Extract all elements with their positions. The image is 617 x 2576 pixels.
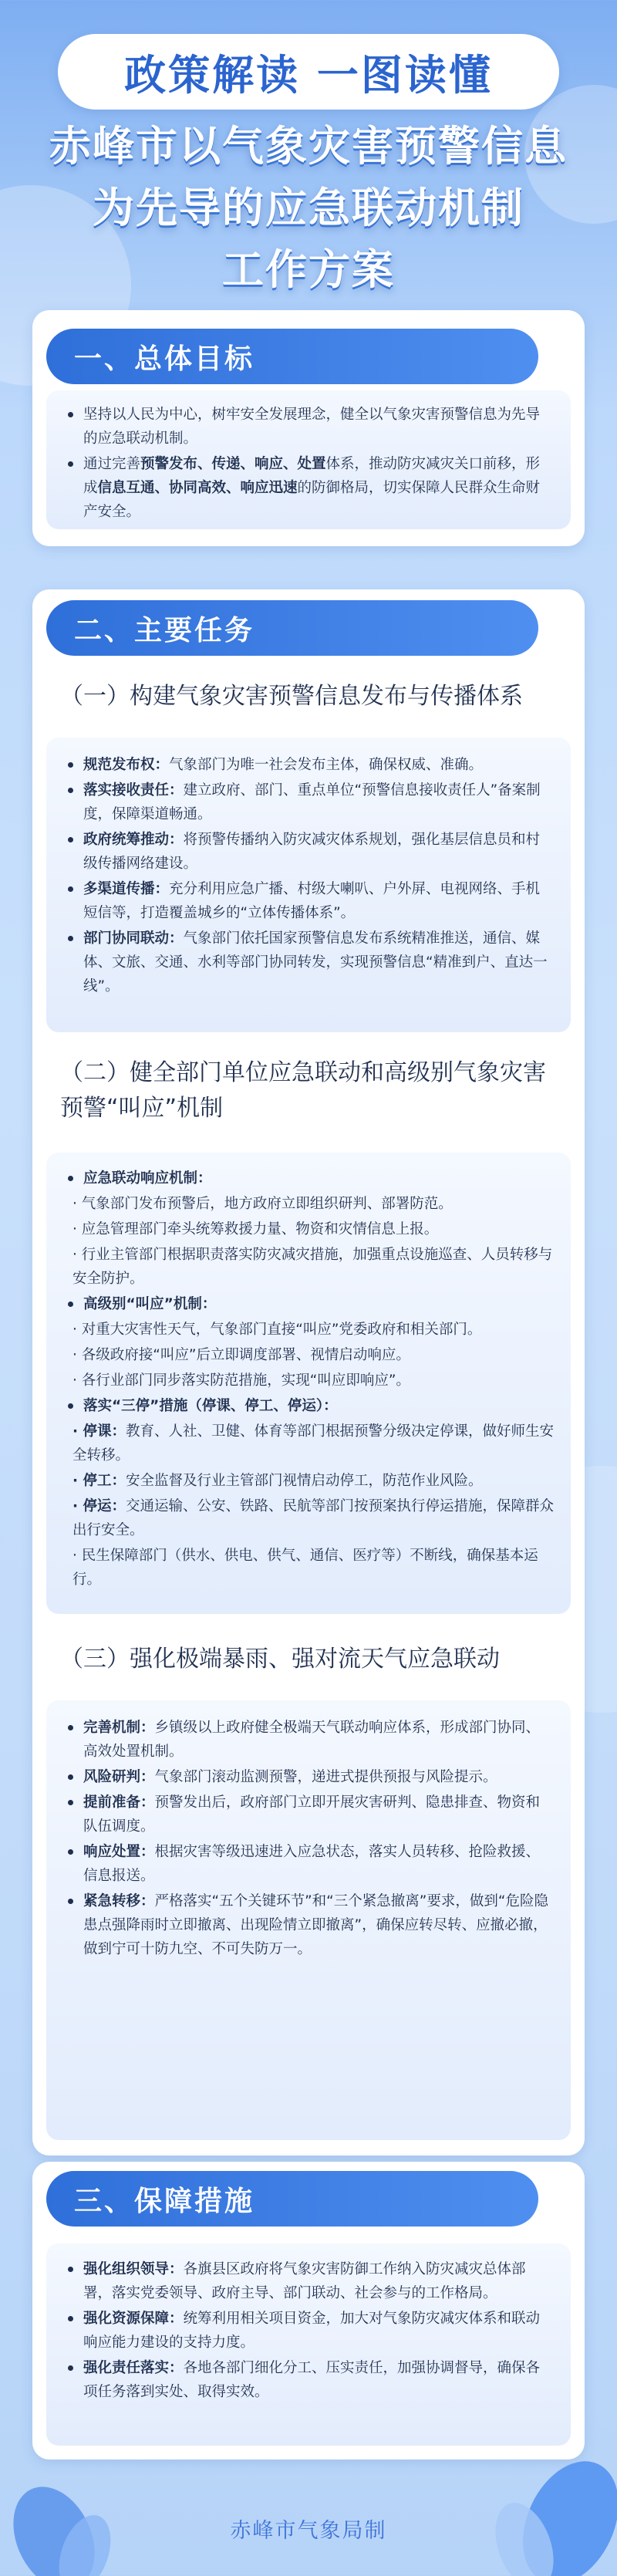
list-item: [63, 1420, 554, 1467]
list-item-text: · 各级政府接“叫应”后立即调度部署、视情启动响应。: [72, 1347, 410, 1363]
list-item: [63, 403, 554, 451]
list-item-text: 各地各部门细化分工、压实责任，加强协调督导，确保各项任务落到实处、取得实效。: [83, 2360, 541, 2400]
list-item: [63, 1369, 554, 1393]
page-title-line-2: 为先导的应急联动机制: [93, 184, 524, 232]
list-item-label: 完善机制：: [83, 1720, 155, 1736]
section-2-card: [32, 589, 585, 2156]
list-item: [63, 452, 554, 524]
list-item-text: · 气象部门发布预警后，地方政府立即组织研判、部署防范。: [72, 1196, 453, 1212]
list-item-text: 气象部门依托国家预警信息发布系统精准推送，通信、媒体、文旅、交通、水利等部门协同转发，实现预警信息“精准到户、直达一线”。: [83, 930, 548, 994]
list-item-label: 政府统筹推动：: [83, 832, 184, 848]
list-item-label: 应急联动响应机制：: [83, 1170, 212, 1187]
list-item-label: 落实“三停”措施（停课、停工、停运）：: [83, 1398, 338, 1414]
section-3-content: [46, 2243, 571, 2446]
header-badge-text: 政策解读 一图读懂: [124, 50, 493, 100]
section-3-card: [32, 2162, 585, 2460]
list-item-label: 强化组织领导：: [83, 2261, 184, 2277]
list-item-text: 体系，推动防灾减灾关口前移，形成: [83, 456, 541, 496]
list-item-label: 紧急转移：: [83, 1893, 155, 1909]
list-item-text: · 各行业部门同步落实防范措施，实现“叫应即响应”。: [72, 1372, 410, 1389]
subsection-1-title: （一）构建气象灾害预警信息发布与传播体系: [60, 683, 523, 710]
subsection-1-content: [46, 738, 571, 1032]
list-item: [63, 1889, 554, 1961]
list-item: [63, 877, 554, 925]
list-item: [63, 828, 554, 876]
list-item: [63, 2307, 554, 2355]
header-badge: [58, 34, 559, 110]
list-item-label: 提前准备：: [83, 1794, 155, 1811]
list-item: [63, 1318, 554, 1342]
list-item-label: · 停运：: [72, 1498, 126, 1514]
list-item: [63, 927, 554, 998]
section-1-card: [32, 310, 585, 546]
leaf-decoration-icon: [478, 2430, 617, 2576]
list-item-text: 气象部门滚动监测预警，递进式提供预报与风险提示。: [154, 1769, 497, 1785]
section-3-title: 三、保障措施: [74, 2185, 255, 2217]
section-1-content: [46, 390, 571, 529]
list-item-text: 通过完善: [83, 456, 141, 472]
list-item: [63, 1192, 554, 1216]
list-item: [63, 1343, 554, 1367]
list-item-label: 多渠道传播：: [83, 881, 170, 897]
list-item: [63, 778, 554, 826]
list-item-text: 严格落实“五个关键环节”和“三个紧急撤离”要求，做到“危险隐患点强降雨时立即撤离、出现险情立即撤离”，确保应转尽转、应撤必撤，做到宁可十防九空、不可失防万一。: [83, 1893, 548, 1957]
list-item-text: 气象部门为唯一社会发布主体，确保权威、准确。: [169, 757, 484, 773]
list-item-label: 强化资源保障：: [83, 2311, 184, 2327]
highlight-text: 信息互通、协同高效、响应迅速: [97, 480, 298, 496]
list-item-label: 风险研判：: [83, 1769, 155, 1785]
list-item: [63, 1243, 554, 1291]
list-item: [63, 1765, 554, 1789]
list-item-text: 统筹利用相关项目资金，加大对气象防灾减灾体系和联动响应能力建设的支持力度。: [83, 2311, 541, 2351]
list-item: [63, 753, 554, 777]
list-item-text: 乡镇级以上政府健全极端天气联动响应体系，形成部门协同、高效处置机制。: [83, 1720, 541, 1760]
section-2-title: 二、主要任务: [74, 614, 255, 647]
list-item-label: 规范发布权：: [83, 757, 170, 773]
subsection-2-title: （二）健全部门单位应急联动和高级别气象灾害预警“叫应”机制: [60, 1059, 546, 1122]
list-item: [63, 1840, 554, 1888]
list-item-text: · 对重大灾害性天气，气象部门直接“叫应”党委政府和相关部门。: [72, 1322, 482, 1338]
section-1-heading: [46, 329, 538, 384]
list-item-text: 充分利用应急广播、村级大喇叭、户外屏、电视网络、手机短信等，打造覆盖城乡的“立体传播体系”。: [83, 881, 541, 921]
subsection-3-title: （三）强化极端暴雨、强对流天气应急联动: [60, 1646, 500, 1673]
list-item: [63, 1217, 554, 1241]
list-item: [63, 2257, 554, 2305]
list-item-label: 强化责任落实：: [83, 2360, 184, 2376]
list-item: [63, 1716, 554, 1764]
section-2-heading: [46, 600, 538, 656]
list-item-label: · 停工：: [72, 1473, 126, 1489]
list-item-text: 预警发出后，政府部门立即开展灾害研判、隐患排查、物资和队伍调度。: [83, 1794, 541, 1835]
footer-credit: 赤峰市气象局制: [230, 2519, 387, 2543]
list-item: [63, 1469, 554, 1493]
list-item: [63, 1544, 554, 1592]
list-item-label: 响应处置：: [83, 1844, 155, 1860]
list-item: [63, 1394, 554, 1418]
list-item-text: · 应急管理部门牵头统筹救援力量、物资和灾情信息上报。: [72, 1221, 439, 1237]
list-item-label: 落实接收责任：: [83, 782, 184, 798]
list-item: [63, 1166, 554, 1190]
list-item-label: 部门协同联动：: [83, 930, 184, 947]
list-item-text: 交通运输、公安、铁路、民航等部门按预案执行停运措施，保障群众出行安全。: [72, 1498, 554, 1538]
page-title-line-1: 赤峰市以气象灾害预警信息: [49, 122, 568, 170]
list-item-text: 安全监督及行业主管部门视情启动停工，防范作业风险。: [125, 1473, 483, 1489]
section-1-title: 一、总体目标: [74, 343, 255, 375]
list-item-text: 各旗县区政府将气象灾害防御工作纳入防灾减灾总体部署，落实党委领导、政府主导、部门联动、社会参与的工作格局。: [83, 2261, 526, 2301]
subsection-3-content: [46, 1700, 571, 2140]
list-item-text: 建立政府、部门、重点单位“预警信息接收责任人”备案制度，保障渠道畅通。: [83, 782, 541, 822]
list-item: [63, 1494, 554, 1542]
list-item: [63, 1791, 554, 1838]
page-title-line-3: 工作方案: [222, 245, 395, 294]
section-3-heading: [46, 2171, 538, 2227]
list-item-text: · 行业主管部门根据职责落实防灾减灾措施，加强重点设施巡查、人员转移与安全防护。: [72, 1247, 553, 1287]
list-item-text: 教育、人社、卫健、体育等部门根据预警分级决定停课，做好师生安全转移。: [72, 1423, 554, 1464]
list-item-text: · 民生保障部门（供水、供电、供气、通信、医疗等）不断线，确保基本运行。: [72, 1548, 538, 1588]
list-item: [63, 1292, 554, 1316]
list-item-text: 将预警传播纳入防灾减灾体系规划，强化基层信息员和村级传播网络建设。: [83, 832, 541, 872]
subsection-2-content: [46, 1153, 571, 1614]
list-item: [63, 2356, 554, 2404]
list-item-text: 坚持以人民为中心，树牢安全发展理念，健全以气象灾害预警信息为先导的应急联动机制。: [83, 407, 541, 447]
list-item-text: 的防御格局，切实保障人民群众生命财产安全。: [83, 480, 541, 520]
page-title: [15, 116, 602, 301]
list-item-text: 根据灾害等级迅速进入应急状态，落实人员转移、抢险救援、信息报送。: [83, 1844, 541, 1884]
list-item-label: 高级别“叫应”机制：: [83, 1296, 217, 1312]
list-item-label: · 停课：: [72, 1423, 126, 1440]
highlight-text: 预警发布、传递、响应、处置: [140, 456, 326, 472]
